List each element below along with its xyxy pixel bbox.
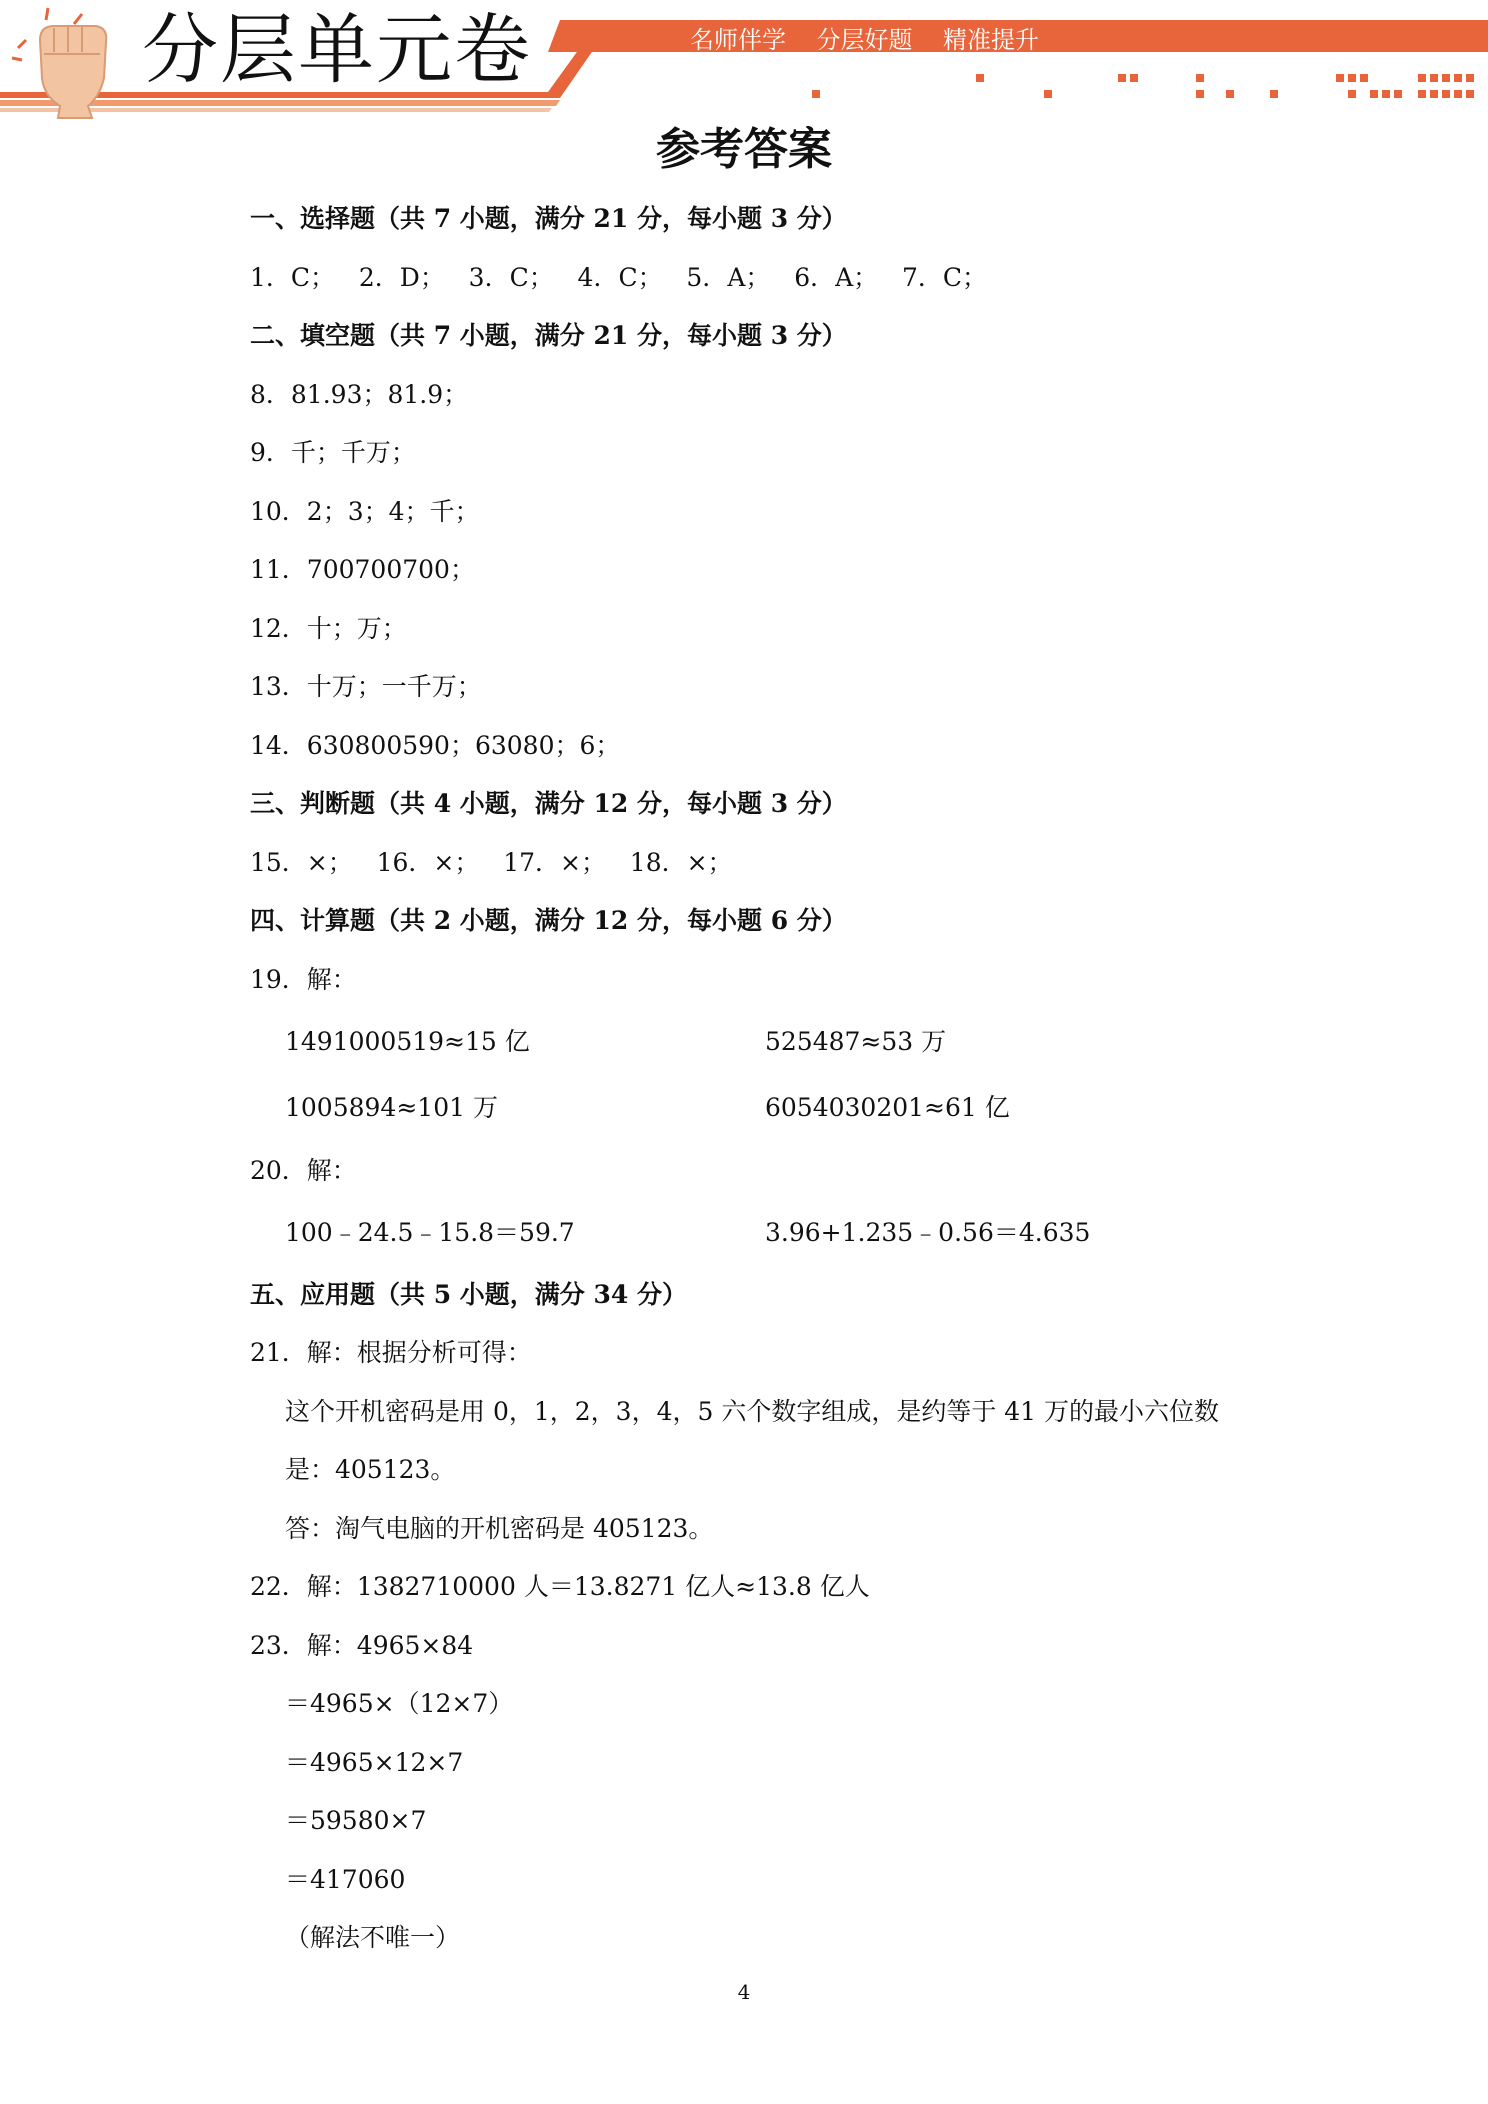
- section-heading-fill: 二、填空题（共 7 小题，满分 21 分，每小题 3 分）: [250, 321, 847, 350]
- section-heading-choice: 一、选择题（共 7 小题，满分 21 分，每小题 3 分）: [250, 204, 847, 233]
- answer-line-23: 23．解：4965×84: [250, 1631, 474, 1660]
- answer-19a: 1491000519≈15 亿: [285, 1027, 530, 1056]
- answer-line-11: 11．700700700；: [250, 555, 475, 584]
- answer-19c: 1005894≈101 万: [285, 1093, 498, 1122]
- answer-21a: 这个开机密码是用 0，1，2，3，4，5 六个数字组成，是约等于 41 万的最小六位数: [285, 1397, 1220, 1426]
- answer-line-20: 20．解：: [250, 1156, 357, 1185]
- answer-23c: ＝59580×7: [285, 1806, 427, 1835]
- brand-title: 分层单元卷: [142, 5, 532, 94]
- answer-line-14: 14．630800590；63080；6；: [250, 731, 621, 760]
- section-heading-judge: 三、判断题（共 4 小题，满分 12 分，每小题 3 分）: [250, 789, 847, 818]
- answer-20a: 100﹣24.5﹣15.8＝59.7: [285, 1218, 575, 1247]
- answer-23e: （解法不唯一）: [285, 1923, 461, 1952]
- document-title: 参考答案: [656, 124, 832, 175]
- answer-23d: ＝417060: [285, 1865, 406, 1894]
- answer-19d: 6054030201≈61 亿: [765, 1093, 1010, 1122]
- answer-21c: 答：淘气电脑的开机密码是 405123。: [285, 1514, 714, 1543]
- answer-19b: 525487≈53 万: [765, 1027, 947, 1056]
- section-heading-app: 五、应用题（共 5 小题，满分 34 分）: [250, 1280, 688, 1309]
- answer-21b: 是：405123。: [285, 1455, 456, 1484]
- answer-line-9: 9．千；千万；: [250, 438, 416, 467]
- answer-20b: 3.96+1.235﹣0.56＝4.635: [765, 1218, 1091, 1247]
- answer-23b: ＝4965×12×7: [285, 1748, 464, 1777]
- answer-line-8: 8．81.93；81.9；: [250, 380, 469, 409]
- page-number: 4: [737, 1980, 751, 2004]
- answer-line-choice: 1．C； 2．D； 3．C； 4．C； 5．A； 6．A； 7．C；: [250, 263, 988, 292]
- answer-23a: ＝4965×（12×7）: [285, 1689, 514, 1718]
- answer-line-19: 19．解：: [250, 965, 357, 994]
- page-header: [0, 0, 1488, 130]
- answer-line-12: 12．十；万；: [250, 614, 407, 643]
- answer-line-judge: 15．×； 16．×； 17．×； 18．×；: [250, 848, 733, 877]
- answer-line-21: 21．解：根据分析可得：: [250, 1338, 532, 1367]
- answer-line-22: 22．解：1382710000 人＝13.8271 亿人≈13.8 亿人: [250, 1572, 870, 1601]
- section-heading-calc: 四、计算题（共 2 小题，满分 12 分，每小题 6 分）: [250, 906, 847, 935]
- answer-line-13: 13．十万；一千万；: [250, 672, 482, 701]
- answer-line-10: 10．2；3；4；千；: [250, 497, 480, 526]
- brand-slogan: 名师伴学 分层好题 精准提升: [690, 26, 1040, 54]
